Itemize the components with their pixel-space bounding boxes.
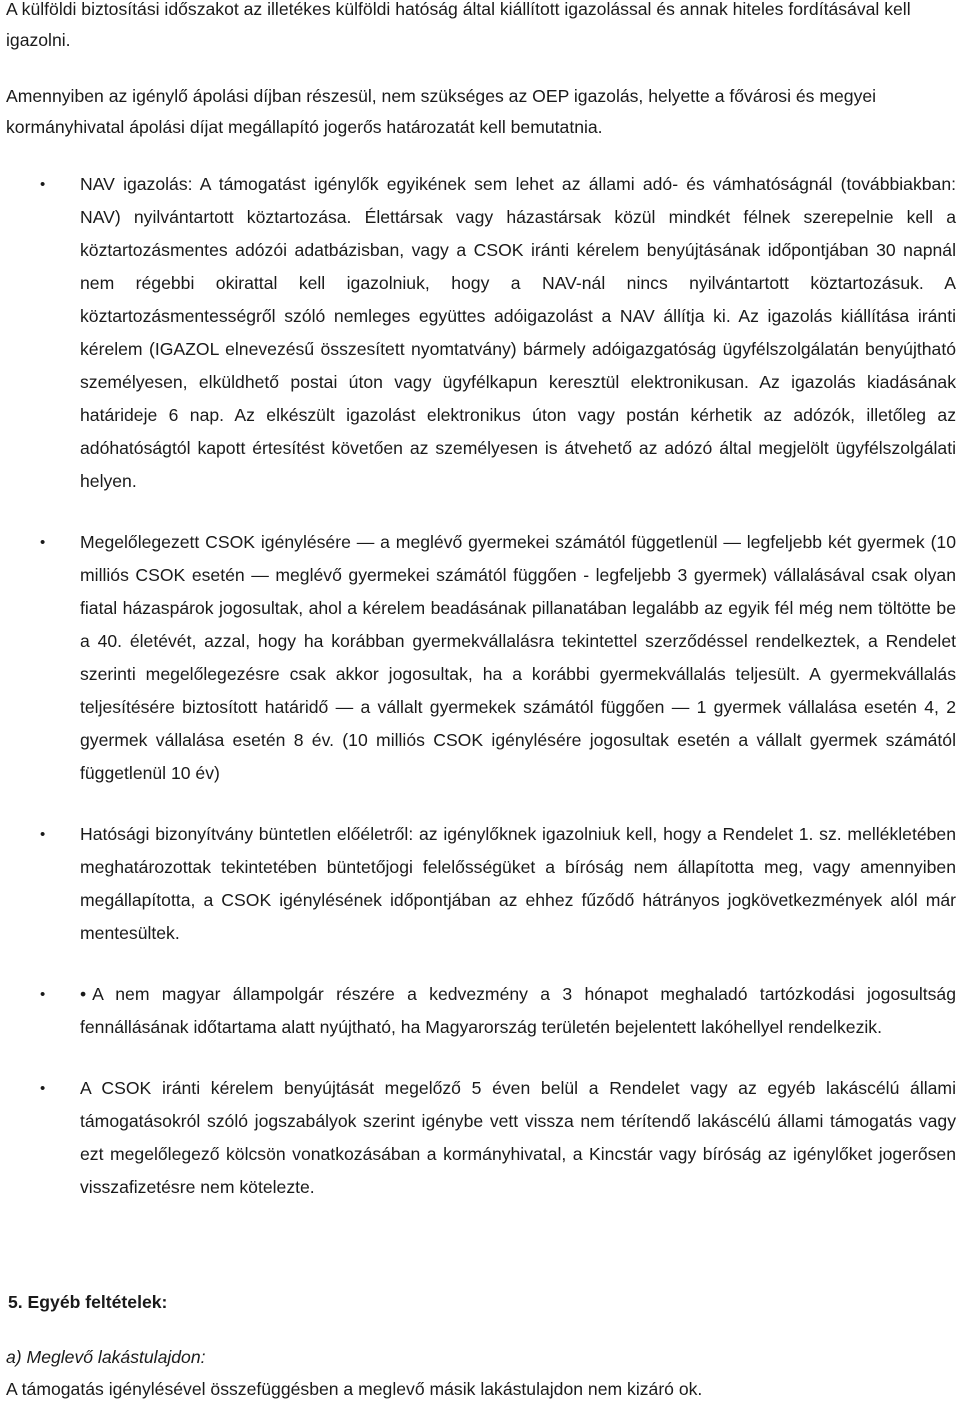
list-item-kincstar	[0, 1072, 960, 1204]
list-item-hatosagi	[0, 818, 960, 950]
list-item-megelolegezett	[0, 526, 960, 790]
bullet-icon: •	[40, 986, 46, 1003]
bullet-icon: •	[40, 826, 46, 843]
intro-paragraph: A külföldi biztosítási időszakot az illetékes külföldi hatóság által kiállított igazolással és annak hiteles fordításával kell igazolni.	[6, 0, 911, 50]
list-item-text: A CSOK iránti kérelem benyújtását megelőző 5 éven belül a Rendelet vagy az egyéb lakáscélú állami támogatásokról szóló jogszabályok szerint igénybe vett vissza nem térítendő lakáscélú állami támogatás vagy ezt megelőlegező kölcsön vonatkozásában a kormányhivatal, a Kincstár vagy bíróság az igénylőket jogerősen visszafizetésre nem kötelezte.	[80, 1078, 956, 1197]
bullet-icon: •	[40, 534, 46, 551]
list-item-text: NAV igazolás: A támogatást igénylők egyikének sem lehet az állami adó- és vámhatóságnál (továbbiakban: NAV) nyilvántartott köztartozása. Élettársak vagy házastársak közül mindkét félnek szerepelnie kell a köztartozásmentes adózói adatbázisban, vagy a CSOK iránti kérelem benyújtásának időpontjában 30 napnál nem régebbi okirattal kell igazolniuk, hogy a NAV-nál nincs nyilvántartott köztartozásuk. A köztartozásmentességről szóló nemleges együttes adóigazolást a NAV állítja ki. Az igazolás kiállítása iránti kérelem (IGAZOL elnevezésű összesített nyomtatvány) bármely adóigazgatóság ügyfélszolgálatán benyújtható személyesen, elküldhető postai úton vagy ügyfélkapun keresztül elektronikusan. Az igazolás kiadásának határideje 6 nap. Az elkészült igazolást elektronikus úton vagy postán kérhetik az adózók, illetőleg az adóhatóságtól kapott értesítést követően az személyesen is átvehető az adózó által megjelölt ügyfélszolgálati helyen.	[80, 174, 956, 491]
bullet-icon: •	[40, 176, 46, 193]
requirements-list	[0, 168, 960, 1232]
bullet-icon: •	[40, 1080, 46, 1097]
list-item-text: Hatósági bizonyítvány büntetlen előéletről: az igénylőknek igazolniuk kell, hogy a Rendelet 1. sz. mellékletében meghatározottak tekintetében büntetőjogi felelősségüket a bíróság nem állapította meg, vagy amennyiben megállapította, a CSOK igénylésének időpontjában az ehhez fűződő hátrányos jogkövetkezmények alól már mentesültek.	[80, 824, 956, 943]
subsection-heading: a) Meglevő lakástulajdon:	[6, 1347, 206, 1367]
list-item-text: A nem magyar állampolgár részére a kedvezmény a 3 hónapot meghaladó tartózkodási jogosultság fennállásának időtartama alatt nyújtható, ha Magyarország területén bejelentett lakóhellyel rendelkezik.	[80, 984, 956, 1037]
list-item-text: Megelőlegezett CSOK igénylésére — a meglévő gyermekei számától függetlenül — legfeljebb két gyermek (10 milliós CSOK esetén — meglévő gyermekei számától függően - legfeljebb 3 gyermek) vállalásával csak olyan fiatal házaspárok jogosultak, ahol a kérelem beadásának pillanatában legalább az egyik fél még nem töltötte be a 40. életévét, azzal, hogy ha korábban gyermekvállalásra tekintettel szerződéssel rendelkeztek, a Rendelet szerinti megelőlegezésre csak akkor jogosultak, ha a korábbi gyermekvállalás teljesült. A gyermekvállalás teljesítésére biztosított határidő — a vállalt gyermekek számától függően — 1 gyermek vállalása esetén 4, 2 gyermek vállalása esetén 8 év. (10 milliós CSOK igénylésére jogosultak esetén a vállalt gyermek számától függetlenül 10 év)	[80, 532, 956, 783]
closing-paragraph: A támogatás igénylésével összefüggésben a meglevő másik lakástulajdon nem kizáró ok.	[6, 1379, 703, 1399]
oep-paragraph: Amennyiben az igénylő ápolási díjban részesül, nem szükséges az OEP igazolás, helyette a fővárosi és megyei kormányhivatal ápolási díjat megállapító jogerős határozatát kell bemutatnia.	[6, 86, 877, 137]
section-heading: 5. Egyéb feltételek:	[8, 1292, 168, 1312]
list-item-nav	[0, 168, 960, 498]
list-item-nem-magyar	[0, 978, 960, 1044]
inner-bullet-icon: •	[80, 984, 87, 1004]
